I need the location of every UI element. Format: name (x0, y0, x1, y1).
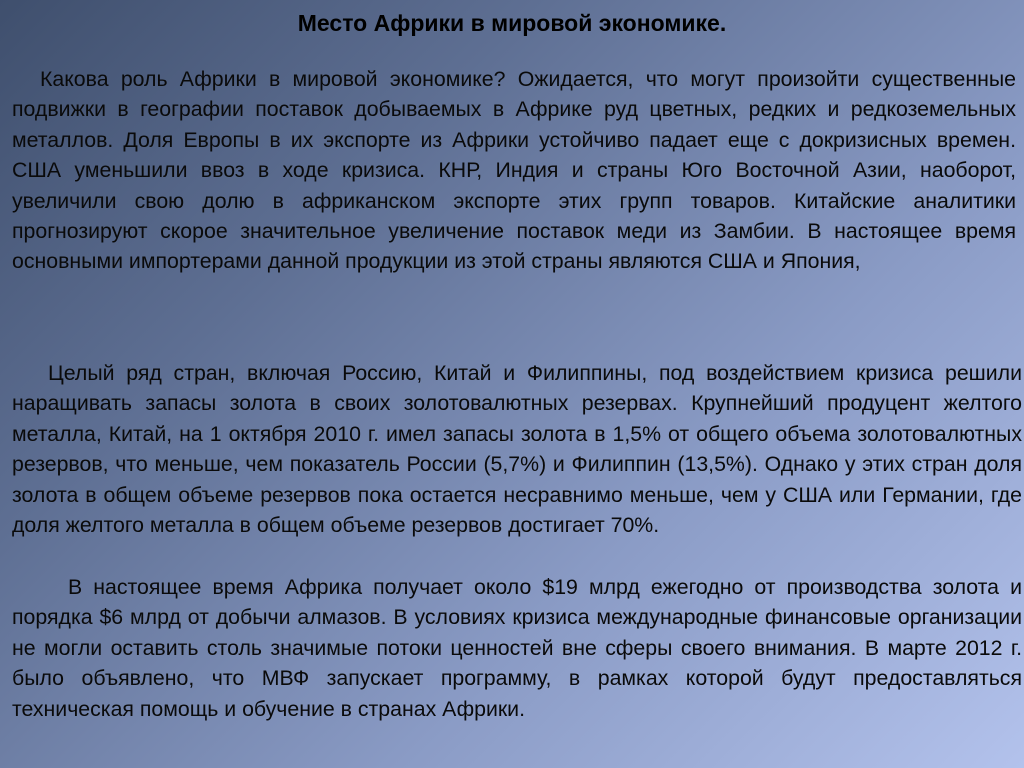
paragraph-gold-reserves: Целый ряд стран, включая Россию, Китай и Филиппины, под воздействием кризиса решили наращивать запасы золота в своих золотовалютных резервах. Крупнейший продуцент желтого металла, Китай, на 1 октября 2010 г. имел запасы золота в 1,5% от общего объема золотовалютных резервов, что меньше, чем показатель России (5,7%) и Филиппин (13,5%). Однако у этих стран доля золота в общем объеме резервов пока остается несравнимо меньше, чем у США или Германии, где доля желтого металла в общем объеме резервов достигает 70%. (12, 361, 1022, 538)
paragraph-africa-role: Какова роль Африки в мировой экономике? Ожидается, что могут произойти существенные подвижки в географии поставок добываемых в Африке руд цветных, редких и редкоземельных металлов. Доля Европы в их экспорте из Африки устойчиво падает еще с докризисных времен. США уменьшили ввоз в ходе кризиса. КНР, Индия и страны Юго Восточной Азии, наоборот, увеличили свою долю в африканском экспорте этих групп товаров. Китайские аналитики прогнозируют скорое значительное увеличение поставок меди из Замбии. В настоящее время основными импортерами данной продукции из этой страны являются США и Япония, (12, 67, 1016, 274)
paragraph-africa-income: В настоящее время Африка получает около $19 млрд ежегодно от производства золота и порядка $6 млрд от добычи алмазов. В условиях кризиса международные финансовые организации не могли оставить столь значимые потоки ценностей вне сферы своего внимания. В марте 2012 г. было объявлено, что МВФ запускает программу, в рамках которой будут предоставляться техническая помощь и обучение в странах Африки. (12, 575, 1022, 721)
slide-title: Место Африки в мировой экономике. (297, 10, 727, 36)
